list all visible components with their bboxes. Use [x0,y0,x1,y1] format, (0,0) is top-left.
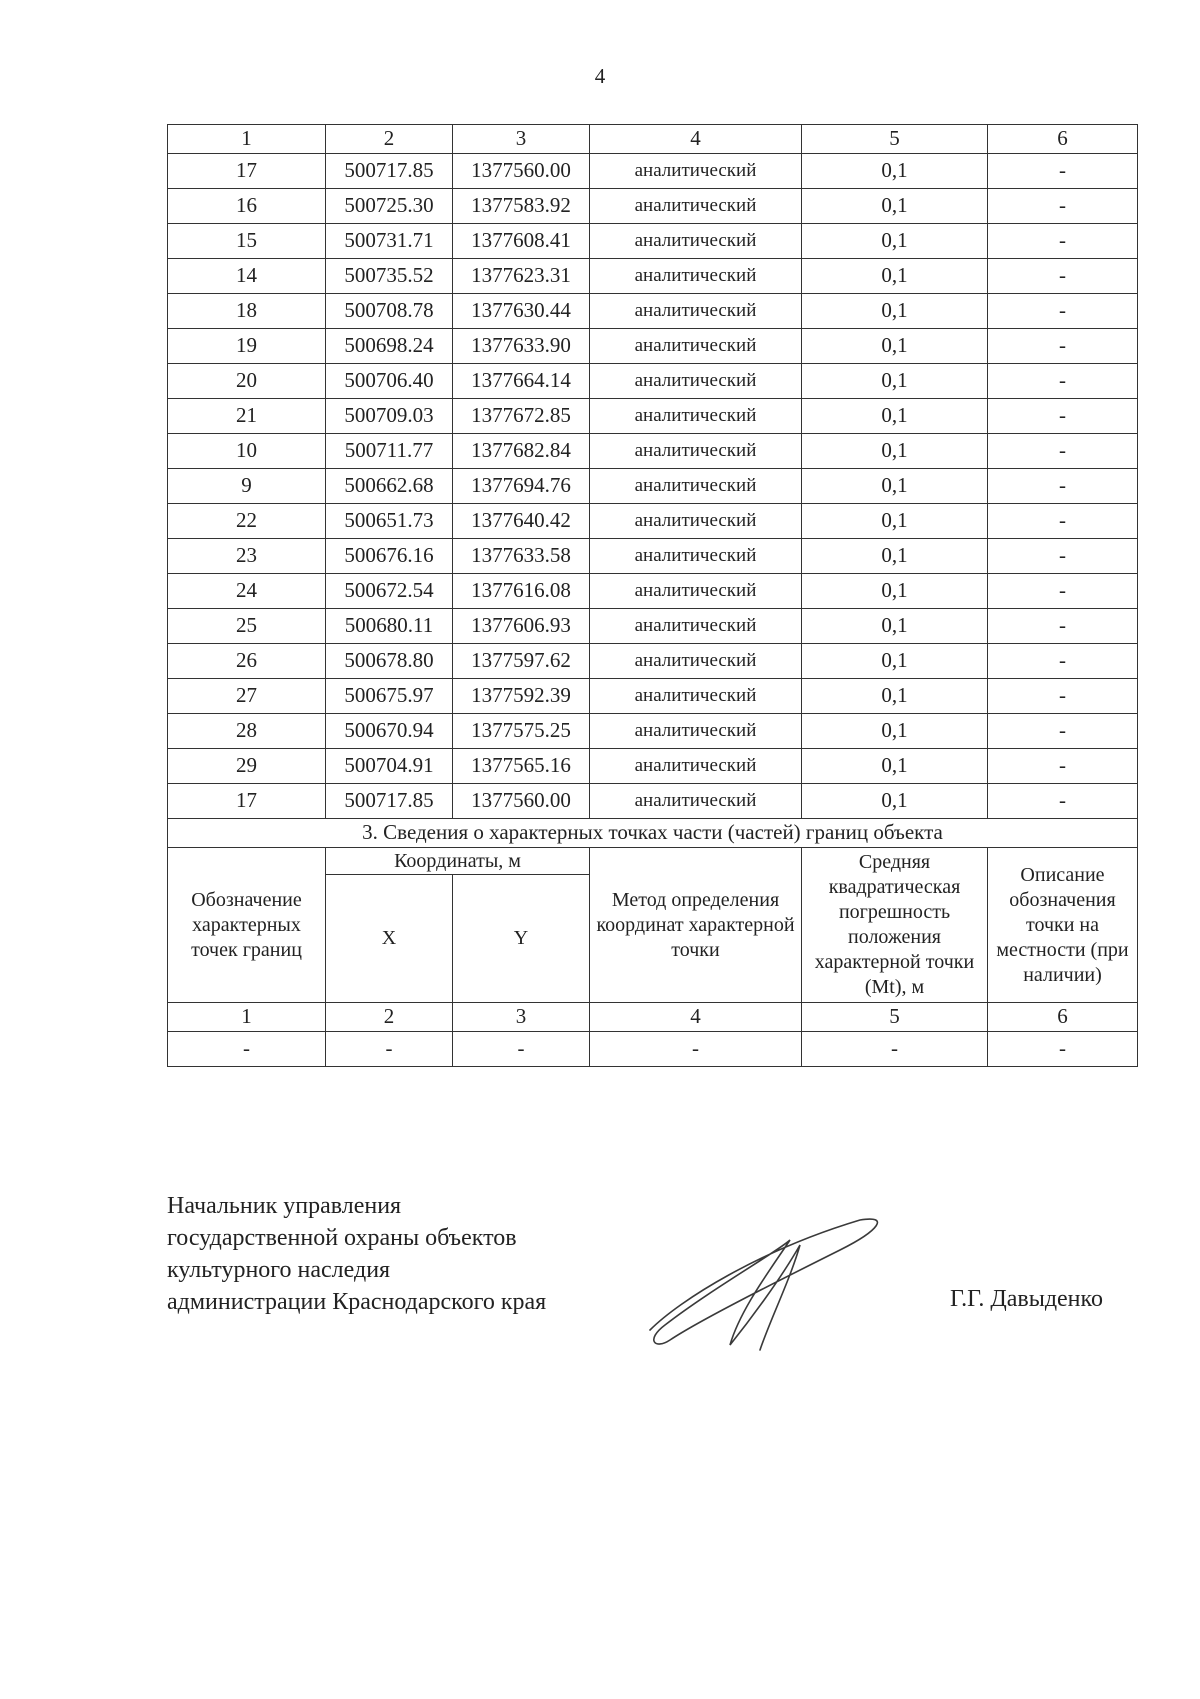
coord-x: 500711.77 [326,434,453,469]
description: - [988,679,1138,714]
description: - [988,714,1138,749]
method: аналитический [590,469,802,504]
coord-x: 500651.73 [326,504,453,539]
point-number: 25 [168,609,326,644]
empty-cell: - [326,1032,453,1067]
coord-x: 500706.40 [326,364,453,399]
empty-cell: - [453,1032,590,1067]
point-number: 27 [168,679,326,714]
table-row [168,154,1138,189]
table-row [168,574,1138,609]
position-line: государственной охраны объектов [167,1225,517,1251]
table-row [168,329,1138,364]
error: 0,1 [802,294,988,329]
coord-x: 500717.85 [326,154,453,189]
description: - [988,399,1138,434]
description: - [988,259,1138,294]
coord-x: 500678.80 [326,644,453,679]
handwritten-signature [640,1210,900,1360]
page-number: 4 [594,64,606,88]
method: аналитический [590,189,802,224]
error: 0,1 [802,609,988,644]
table-row [168,784,1138,819]
coord-y: 1377672.85 [453,399,590,434]
table-row [168,189,1138,224]
error: 0,1 [802,189,988,224]
method: аналитический [590,679,802,714]
table-row [168,1032,1138,1067]
column-number: 6 [988,1003,1138,1032]
coord-x: 500676.16 [326,539,453,574]
column-number: 1 [168,125,326,154]
header-y: Y [453,875,590,1003]
error: 0,1 [802,644,988,679]
header-designation: Обозначение характерных точек границ [168,848,326,1003]
point-number: 26 [168,644,326,679]
table-row [168,469,1138,504]
point-number: 9 [168,469,326,504]
coord-x: 500731.71 [326,224,453,259]
point-number: 15 [168,224,326,259]
coord-y: 1377682.84 [453,434,590,469]
description: - [988,574,1138,609]
column-number: 3 [453,125,590,154]
coord-y: 1377694.76 [453,469,590,504]
point-number: 28 [168,714,326,749]
method: аналитический [590,784,802,819]
method: аналитический [590,714,802,749]
error: 0,1 [802,504,988,539]
point-number: 14 [168,259,326,294]
coord-x: 500662.68 [326,469,453,504]
coord-y: 1377592.39 [453,679,590,714]
coord-x: 500708.78 [326,294,453,329]
coord-x: 500672.54 [326,574,453,609]
description: - [988,154,1138,189]
column-number: 5 [802,1003,988,1032]
method: аналитический [590,364,802,399]
method: аналитический [590,504,802,539]
point-number: 17 [168,154,326,189]
method: аналитический [590,539,802,574]
point-number: 21 [168,399,326,434]
column-number: 1 [168,1003,326,1032]
table-row [168,294,1138,329]
coord-y: 1377633.58 [453,539,590,574]
description: - [988,749,1138,784]
description: - [988,224,1138,259]
coord-x: 500717.85 [326,784,453,819]
error: 0,1 [802,399,988,434]
coord-x: 500698.24 [326,329,453,364]
empty-cell: - [988,1032,1138,1067]
coord-x: 500670.94 [326,714,453,749]
description: - [988,189,1138,224]
table-row [168,364,1138,399]
point-number: 17 [168,784,326,819]
method: аналитический [590,609,802,644]
coord-y: 1377606.93 [453,609,590,644]
table-row [168,749,1138,784]
signature-position [167,1190,546,1318]
table-row [168,259,1138,294]
method: аналитический [590,224,802,259]
coord-y: 1377630.44 [453,294,590,329]
description: - [988,504,1138,539]
description: - [988,644,1138,679]
coord-y: 1377583.92 [453,189,590,224]
error: 0,1 [802,434,988,469]
table-row [168,539,1138,574]
coord-x: 500680.11 [326,609,453,644]
coord-x: 500709.03 [326,399,453,434]
column-numbers-row [168,1003,1138,1032]
empty-cell: - [802,1032,988,1067]
header-row [168,848,1138,875]
error: 0,1 [802,329,988,364]
coord-x: 500704.91 [326,749,453,784]
coord-y: 1377597.62 [453,644,590,679]
header-coordinates: Координаты, м [326,848,590,875]
table-row [168,434,1138,469]
table-row [168,644,1138,679]
error: 0,1 [802,469,988,504]
point-number: 20 [168,364,326,399]
column-number: 2 [326,1003,453,1032]
table-row [168,714,1138,749]
position-line: Начальник управления [167,1193,402,1219]
description: - [988,294,1138,329]
header-description: Описание обозначения точки на местности (при наличии) [988,848,1138,1003]
column-number: 4 [590,125,802,154]
method: аналитический [590,399,802,434]
method: аналитический [590,574,802,609]
table-row [168,504,1138,539]
position-line: администрации Краснодарского края [167,1289,547,1315]
table-row [168,679,1138,714]
description: - [988,329,1138,364]
coord-x: 500725.30 [326,189,453,224]
coord-y: 1377560.00 [453,784,590,819]
error: 0,1 [802,259,988,294]
error: 0,1 [802,539,988,574]
method: аналитический [590,644,802,679]
coord-y: 1377623.31 [453,259,590,294]
method: аналитический [590,259,802,294]
error: 0,1 [802,364,988,399]
coord-y: 1377640.42 [453,504,590,539]
header-error: Средняя квадратическая погрешность положения характерной точки (Mt), м [802,848,988,1003]
point-number: 29 [168,749,326,784]
point-number: 16 [168,189,326,224]
table-row [168,609,1138,644]
error: 0,1 [802,574,988,609]
method: аналитический [590,329,802,364]
table-row [168,399,1138,434]
description: - [988,434,1138,469]
coord-x: 500675.97 [326,679,453,714]
description: - [988,539,1138,574]
header-x: X [326,875,453,1003]
coord-y: 1377633.90 [453,329,590,364]
table-row [168,224,1138,259]
method: аналитический [590,294,802,329]
column-number: 3 [453,1003,590,1032]
coord-y: 1377575.25 [453,714,590,749]
error: 0,1 [802,679,988,714]
header-method: Метод определения координат характерной точки [590,848,802,1003]
description: - [988,469,1138,504]
coord-x: 500735.52 [326,259,453,294]
position-line: культурного наследия [167,1257,391,1283]
coord-y: 1377560.00 [453,154,590,189]
coord-y: 1377608.41 [453,224,590,259]
error: 0,1 [802,154,988,189]
error: 0,1 [802,784,988,819]
coord-y: 1377565.16 [453,749,590,784]
description: - [988,609,1138,644]
method: аналитический [590,749,802,784]
point-number: 22 [168,504,326,539]
empty-cell: - [168,1032,326,1067]
empty-cell: - [590,1032,802,1067]
description: - [988,364,1138,399]
description: - [988,784,1138,819]
error: 0,1 [802,224,988,259]
point-number: 18 [168,294,326,329]
coord-y: 1377664.14 [453,364,590,399]
point-number: 23 [168,539,326,574]
point-number: 10 [168,434,326,469]
coord-y: 1377616.08 [453,574,590,609]
column-number: 2 [326,125,453,154]
signatory-name: Г.Г. Давыденко [950,1286,1103,1312]
section-title: 3. Сведения о характерных точках части (частей) границ объекта [168,819,1138,848]
point-number: 19 [168,329,326,364]
column-number: 4 [590,1003,802,1032]
column-number: 5 [802,125,988,154]
column-number: 6 [988,125,1138,154]
boundary-points-table [167,124,1138,1067]
point-number: 24 [168,574,326,609]
method: аналитический [590,154,802,189]
section-title-row [168,819,1138,848]
error: 0,1 [802,714,988,749]
column-numbers-row [168,125,1138,154]
method: аналитический [590,434,802,469]
error: 0,1 [802,749,988,784]
